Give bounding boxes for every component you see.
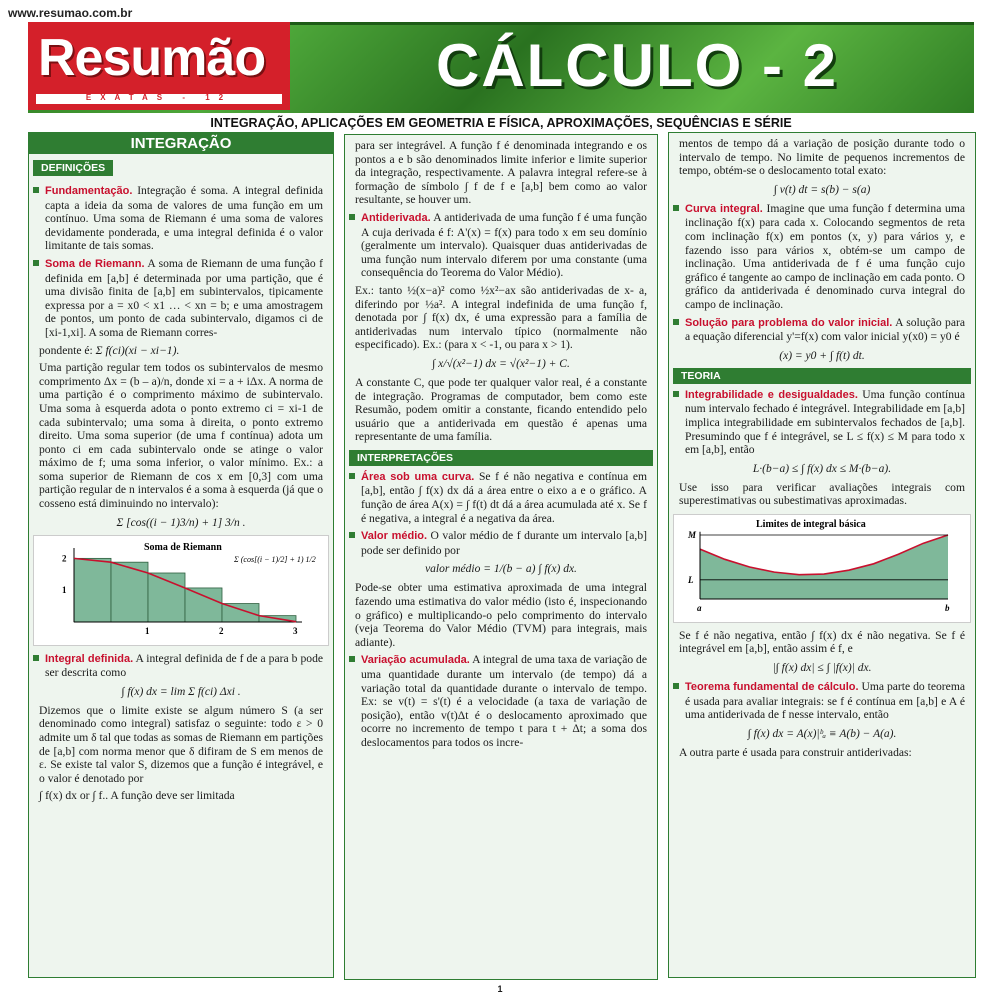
- para-top-col2: para ser integrável. A função f é denominada integrando e os pontos a e b são denominados limite inferior e limite superior da integração, respectivamente. A palavra integral refere-se à formação de símbolo ∫ f de f e [a,b] bem como ao valor resultante, se houver um.: [355, 139, 647, 207]
- head-riemann: Soma de Riemann.: [45, 257, 145, 270]
- chart-annotation: Σ (cos[(i − 1)/2] + 1) 1/2: [234, 554, 316, 564]
- para-valor-medio: [345, 529, 657, 557]
- para-tfc-2: A outra parte é usada para construir antiderivadas:: [679, 745, 912, 759]
- head-variacao: Variação acumulada.: [361, 654, 470, 667]
- area-under-curve: [700, 535, 948, 599]
- text-variacao: A integral de uma taxa de variação de uma quantidade durante um intervalo (de tempo) dá a variação total da quantidade durante o intervalo de tempo. Ex: se v(t) = s'(t) é a velocidade (a taxa de variação de posição), então v(t)Δt é o deslocamento aproximado que ocorre no incremento de tempo t para t + Δt; a soma dos deslocamentos para todos os incre-: [361, 653, 648, 749]
- para-limite: Dizemos que o limite existe se algum número S (a ser denominado como integral) satisfaz o seguinte: todo ε > 0 admite um δ tal que todas as somas de Riemann em partições de [a,b] com norma menor que δ difiram de S em menos de ε. Se existe tal valor S, dizemos que a função é integrável, e o valor é denotado por: [39, 703, 323, 785]
- para-area: [345, 470, 657, 525]
- limites-chart-svg: [674, 515, 970, 617]
- head-antiderivada: Antiderivada.: [361, 211, 431, 224]
- page-number: 1: [497, 984, 503, 994]
- bullet-icon: [349, 473, 355, 479]
- x-tick-label: a: [697, 602, 702, 613]
- para-tfc: [669, 680, 975, 722]
- riemann-chart-svg: [34, 536, 328, 640]
- text-area: Se f é não negativa e contínua em [a,b], então ∫ f(x) dx dá a área entre o eixo a e o gráfico. A função de área A(x) = ∫ f(t) dt dá a área acumulada até x. Se f é negativa, a integral é a negativa da área.: [361, 469, 647, 525]
- text-riemann: A soma de Riemann de uma função f definida em [a,b] é determinada por uma partição, que é uma divisão finita de [a,b] em subintervalos, tipicamente expressa por a = x0 < x1 … < xn = b; e uma amostragem de pontos, um ponto de cada subintervalo, digamos ci de [xi-1,xi]. A soma de Riemann corres-: [45, 256, 324, 339]
- para-riemann: [29, 257, 333, 340]
- text-valor-medio: O valor médio de f durante um intervalo [a,b] pode ser definido por: [361, 529, 647, 557]
- logo-word: Resumão: [38, 29, 266, 87]
- bullet-icon: [33, 260, 39, 266]
- text-integral-definida: A integral definida de f de a para b pode ser descrita como: [45, 651, 324, 680]
- head-solucao: Solução para problema do valor inicial.: [685, 316, 893, 329]
- page-subtitle: INTEGRAÇÃO, APLICAÇÕES EM GEOMETRIA E FÍSICA, APROXIMAÇÕES, SEQUÊNCIAS E SÉRIE: [210, 116, 792, 130]
- site-url[interactable]: www.resumao.com.br: [8, 6, 133, 20]
- page-title: CÁLCULO - 2: [436, 32, 838, 99]
- para-exemplo: Ex.: tanto ½(x−a)² como ½x²−ax são antiderivadas de x- a, diferindo por ½a². A integral indefinida de uma função f, denotada por ∫ f(x) dx, é uma expressão para a família de antiderivadas num intervalo típico (normalmente não especificado). Ex.: (para x < -1, ou para x > 1).: [355, 283, 647, 352]
- tfc-formula: ∫ f(x) dx = A(x)|ᵇₐ ≡ A(b) − A(a).: [747, 727, 897, 740]
- para-integrabilidade: [669, 388, 975, 457]
- text-integrabilidade: Uma função contínua num intervalo fechado é integrável. Integrabilidade em [a,b] implica integrabilidade em subintervalos fechados de [a,b]. Presumindo que f é integrável, se L ≤ f(x) ≤ M para todo x em [a,b], então: [685, 387, 965, 457]
- riemann-formula-line: [29, 344, 333, 358]
- x-tick-label: 2: [219, 625, 224, 636]
- subhead-interpretacoes: INTERPRETAÇÕES: [349, 450, 653, 466]
- solucao-formula: (x) = y0 + ∫ f(t) dt.: [779, 349, 865, 362]
- logo: [28, 22, 290, 110]
- section-integracao: INTEGRAÇÃO: [29, 133, 333, 154]
- head-area: Área sob uma curva.: [361, 470, 475, 483]
- head-curva-integral: Curva integral.: [685, 202, 763, 215]
- text-tfc: Uma parte do teorema é usada para avaliar integrais: se f é contínua em [a,b] e A é uma antiderivada de f nesse intervalo, então: [685, 680, 965, 722]
- riemann-bar: [222, 603, 259, 621]
- column-1: [28, 132, 334, 978]
- head-integral-definida: Integral definida.: [45, 652, 134, 665]
- x-tick-label: 3: [293, 625, 298, 636]
- riemann-bar: [74, 558, 111, 622]
- riemann-bar: [185, 588, 222, 622]
- bullet-icon: [673, 683, 679, 689]
- bullet-icon: [673, 391, 679, 397]
- head-tfc: Teorema fundamental de cálculo.: [685, 681, 859, 694]
- integ-formula: L·(b−a) ≤ ∫ f(x) dx ≤ M·(b−a).: [752, 462, 892, 475]
- para-solucao: [669, 316, 975, 344]
- para-antiderivada: [345, 211, 657, 280]
- para-after-chart: Se f é não negativa, então ∫ f(x) dx é não negativa. Se f é integrável em [a,b], então assim é f, e: [679, 628, 965, 656]
- integral-formula: ∫ f(x) dx = lim Σ f(ci) Δxi .: [121, 685, 241, 698]
- bullet-icon: [673, 205, 679, 211]
- logo-sub: EXATAS - 12: [85, 93, 233, 102]
- text-curva-integral: Imagine que uma função f determina uma inclinação f(x) para cada x. Colocando segmentos de reta com inclinação f(x) em pontos (x, y) para vários y, e fazendo isso para vários x, obtém-se um campo de inclinação. Uma antiderivada de f é uma função cujo gráfico é tangente ao campo de inclinação em cada ponto. O gráfico da antiderivada é denominado curva integral do campo de inclinação.: [685, 201, 965, 311]
- y-tick-label: 1: [62, 584, 67, 595]
- subhead-teoria: TEORIA: [673, 368, 971, 384]
- subhead-definicoes: DEFINIÇÕES: [33, 160, 113, 176]
- limites-chart: [673, 514, 971, 623]
- para-variacao: [345, 653, 657, 749]
- text-antiderivada: A antiderivada de uma função f é uma função A cuja derivada é f: A'(x) = f(x) para todo x em seu domínio (geralmente um intervalo). Quaisquer duas antiderivadas de uma função num intervalo diferem por uma constante (uma consequência do Teorema do Valor Médio).: [361, 210, 647, 280]
- para-constante: A constante C, que pode ter qualquer valor real, é a constante de integração. Programas de computador, bem como este Resumão, podem omitir a constante, ficando entendido pelo usuário que a antiderivada em questão é apenas uma representante de uma família.: [355, 375, 647, 444]
- para-medio-2: Pode-se obter uma estimativa aproximada de uma integral fazendo uma estimativa do valor médio (isto é, inspecionando o gráfico) e multiplicando-o pelo comprimento do intervalo (veja Teorema do Valor Médio (TVM) para integrais, mais adiante).: [355, 581, 647, 649]
- bullet-icon: [349, 532, 355, 538]
- para-fundamentacao: [29, 184, 333, 253]
- para-limite-end: ∫ f(x) dx or ∫ f.. A função deve ser limitada: [39, 789, 235, 803]
- medio-formula: valor médio = 1/(b − a) ∫ f(x) dx.: [425, 563, 577, 576]
- column-2: [344, 134, 658, 980]
- y-tick-label: M: [688, 529, 697, 540]
- exemplo-formula: ∫ x/√(x²−1) dx = √(x²−1) + C.: [432, 357, 570, 370]
- riemann-formula-label: pondente é:: [39, 343, 93, 357]
- para-particao: Uma partição regular tem todos os subintervalos de mesmo comprimento Δx = (b – a)/n, donde xi = a + iΔx. A norma de uma partição é o comprimento máximo de subintervalo. Uma soma à esquerda adota o ponto extremo ci = xi-1 de cada subintervalo; uma soma à direita, o ponto extremo direito. Uma soma superior (de uma f contínua) adota um ponto ci em cada subintervalo onde se atinge o valor máximo de f; uma soma inferior, o valor mínimo. Ex.: a soma superior de Riemann de cos x em [0,3] com uma partição regular de n intervalos é a soma à esquerda (já que o cosseno está diminuindo no intervalo):: [39, 361, 323, 511]
- after-formula: |∫ f(x) dx| ≤ ∫ |f(x)| dx.: [772, 662, 872, 675]
- top-formula-col3: ∫ v(t) dt = s(b) − s(a): [773, 183, 871, 196]
- bullet-icon: [33, 655, 39, 661]
- bullet-icon: [349, 656, 355, 662]
- bullet-icon: [33, 187, 39, 193]
- chart-title: Limites de integral básica: [756, 518, 866, 530]
- riemann-chart: [33, 535, 329, 646]
- riemann-formula: Σ f(ci)(xi − xi−1).: [95, 343, 180, 357]
- chart-title: Soma de Riemann: [144, 541, 222, 553]
- para-integ-2: Use isso para verificar avaliações integrais com superestimativas ou subestimativas aproximadas.: [679, 480, 965, 508]
- bullet-icon: [349, 214, 355, 220]
- particao-formula: Σ [cos((i − 1)3/n) + 1] 3/n .: [116, 516, 246, 529]
- head-integrabilidade: Integrabilidade e desigualdades.: [685, 388, 858, 401]
- y-tick-label: 2: [62, 553, 67, 564]
- para-integral-definida: [29, 652, 333, 680]
- column-3: [668, 132, 976, 978]
- x-tick-label: 1: [145, 625, 150, 636]
- para-curva-integral: [669, 202, 975, 312]
- head-valor-medio: Valor médio.: [361, 530, 428, 543]
- x-tick-label: b: [945, 602, 950, 613]
- text-fundamentacao: Integração é soma. A integral definida capta a ideia da soma de valores de uma função em um contínuo. Uma soma de Riemann é uma soma de valores devidamente ponderada, e uma integral definida é o valor limitante de tais somas.: [45, 184, 323, 253]
- bullet-icon: [673, 319, 679, 325]
- text-solucao: A solução para a equação diferencial y'=f(x) com valor inicial y(x0) = y0 é: [685, 315, 965, 344]
- y-tick-label: L: [688, 574, 694, 585]
- para-top-col3: mentos de tempo dá a variação de posição durante todo o intervalo de tempo. No limite de pequenos incrementos de tempo, obtém-se o deslocamento total exato:: [679, 137, 965, 178]
- head-fundamentacao: Fundamentação.: [45, 185, 133, 197]
